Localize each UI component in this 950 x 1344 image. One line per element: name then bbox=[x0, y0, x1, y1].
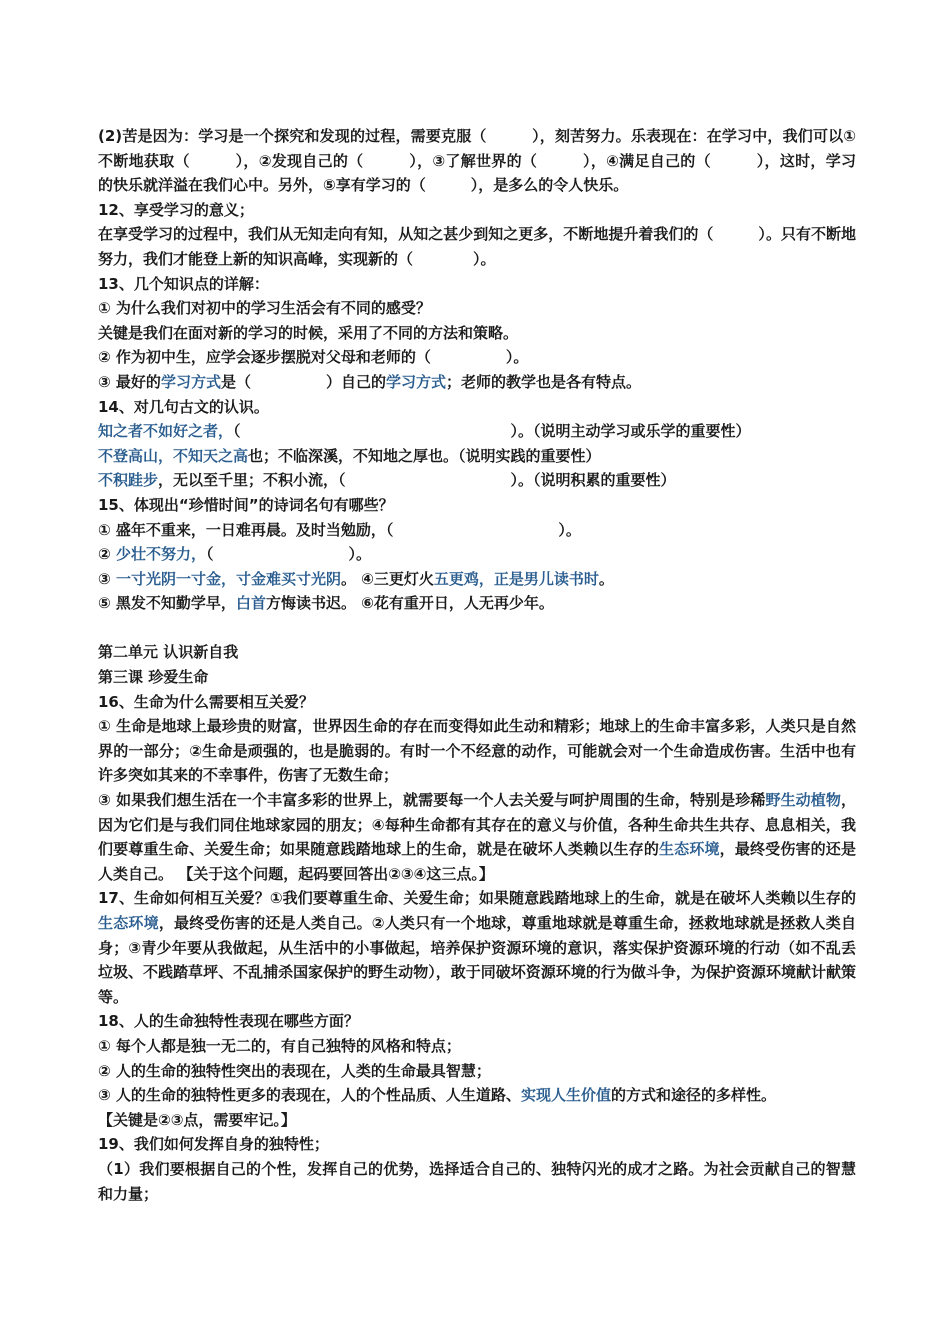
text-segment: 也；不临深溪，不知地之厚也。（说明实践的重要性） bbox=[248, 446, 601, 465]
text-segment: ② bbox=[98, 545, 116, 564]
text-segment: ③ 最好的 bbox=[98, 372, 161, 391]
highlighted-term: 知之者不如好之者， bbox=[98, 422, 234, 441]
text-segment: 。 bbox=[598, 569, 614, 588]
text-segment: 在享受学习的过程中，我们从无知走向有知，从知之甚少到知之更多，不断地提升着我们的（ ）。只有不断地努力，我们才能登上新的知识高峰，实现新的（ ）。 bbox=[98, 225, 856, 268]
text-segment: (2)苦是因为：学习是一个探究和发现的过程，需要克服（ ），刻苦努力。乐表现在：在学习中，我们可以①不断地获取（ ），②发现自己的（ ），③了解世界的（ ），④满足自己的（ ），这时，学习的快乐就洋溢在我们心中。另外，⑤享有学习的（ ），是多么的令人快乐。 bbox=[98, 127, 856, 195]
highlighted-term: 少壮不努力， bbox=[115, 545, 206, 564]
item-14-3 bbox=[98, 468, 856, 493]
text-segment: （ ）。（说明主动学习或乐学的重要性） bbox=[233, 422, 751, 441]
text-segment: ① 盛年不重来，一日难再晨。及时当勉励，（ ）。 bbox=[98, 520, 581, 539]
item-18-2 bbox=[98, 1059, 856, 1084]
highlighted-term: 生态环境 bbox=[659, 840, 720, 859]
text-segment: 12、享受学习的意义； bbox=[98, 200, 254, 219]
item-14-1 bbox=[98, 419, 856, 444]
highlighted-term: 不积跬步 bbox=[98, 471, 159, 490]
text-segment: 17、生命如何相互关爱？①我们要尊重生命、关爱生命；如果随意践踏地球上的生命，就是在破坏人类赖以生存的 bbox=[98, 889, 856, 908]
para-12 bbox=[98, 222, 856, 271]
heading-14 bbox=[98, 395, 856, 420]
text-segment: ② 人的生命的独特性突出的表现在，人类的生命最具智慧； bbox=[98, 1061, 491, 1080]
heading-12 bbox=[98, 198, 856, 223]
item-18-1 bbox=[98, 1034, 856, 1059]
text-segment: 19、我们如何发挥自身的独特性； bbox=[98, 1135, 329, 1154]
text-segment: 第三课 珍爱生命 bbox=[98, 668, 209, 687]
text-segment: ，最终受伤害的还是人类自己。 【关于这个问题，起码要回答出②③④这三点。】 bbox=[98, 840, 856, 883]
para-19-1 bbox=[98, 1157, 856, 1206]
item-13-1-answer bbox=[98, 321, 856, 346]
item-13-2 bbox=[98, 345, 856, 370]
item-14-2 bbox=[98, 444, 856, 469]
highlighted-term: 学习方式 bbox=[385, 372, 446, 391]
text-segment: 的方式和途径的多样性。 bbox=[610, 1086, 776, 1105]
unit-title bbox=[98, 640, 856, 665]
para-16-1 bbox=[98, 714, 856, 788]
document-body bbox=[98, 124, 856, 1206]
item-15-3 bbox=[98, 567, 856, 592]
text-segment: 。 ④三更灯火 bbox=[340, 569, 434, 588]
highlighted-term: 生态环境 bbox=[98, 914, 159, 932]
item-15-5 bbox=[98, 591, 856, 616]
highlighted-term: 一寸光阴一寸金，寸金难买寸光阴 bbox=[115, 569, 341, 588]
spacer bbox=[98, 616, 856, 641]
text-segment: ① 每个人都是独一无二的，有自己独特的风格和特点； bbox=[98, 1036, 461, 1055]
text-segment: ⑤ 黑发不知勤学早， bbox=[98, 594, 236, 613]
item-15-1 bbox=[98, 518, 856, 543]
text-segment: 13、几个知识点的详解： bbox=[98, 274, 269, 293]
text-segment: ② 作为初中生，应学会逐步摆脱对父母和老师的（ ）。 bbox=[98, 348, 529, 367]
text-segment: （1）我们要根据自己的个性，发挥自己的优势，选择适合自己的、独特闪光的成才之路。为社会贡献自己的智慧和力量； bbox=[98, 1159, 856, 1203]
item-13-3 bbox=[98, 370, 856, 395]
heading-19 bbox=[98, 1132, 856, 1157]
text-segment: ，最终受伤害的还是人类自己。②人类只有一个地球，尊重地球就是尊重生命，拯救地球就是拯救人类自身；③青少年要从我做起，从生活中的小事做起，培养保护资源环境的意识，落实保护资源环境的行动（如不乱丢垃圾、不践踏草坪、不乱捕杀国家保护的野生动物），敢于同破坏资源环境的行为做斗争，为保护资源环境献计献策等。 bbox=[98, 914, 856, 1006]
text-segment: ① 生命是地球上最珍贵的财富，世界因生命的存在而变得如此生动和精彩；地球上的生命丰富多彩，人类只是自然界的一部分；②生命是顽强的，也是脆弱的。有时一个不经意的动作，可能就会对一个生命造成伤害。生活中也有许多突如其来的不幸事件，伤害了无数生命； bbox=[98, 717, 856, 785]
para-17 bbox=[98, 886, 856, 1009]
heading-18 bbox=[98, 1009, 856, 1034]
note-18 bbox=[98, 1108, 856, 1133]
text-segment: ① 为什么我们对初中的学习生活会有不同的感受？ bbox=[98, 299, 431, 318]
text-segment: 方悔读书迟。 ⑥花有重开日，人无再少年。 bbox=[265, 594, 554, 613]
item-15-2 bbox=[98, 542, 856, 567]
text-segment: 14、对几句古文的认识。 bbox=[98, 397, 269, 416]
highlighted-term: 白首 bbox=[235, 594, 266, 613]
highlighted-term: 五更鸡，正是男儿读书时 bbox=[433, 569, 599, 588]
text-segment: ③ 人的生命的独特性更多的表现在，人的个性品质、人生道路、 bbox=[98, 1086, 521, 1105]
highlighted-term: 野生动植物 bbox=[765, 791, 841, 810]
text-segment: 关键是我们在面对新的学习的时候，采用了不同的方法和策略。 bbox=[98, 323, 519, 342]
text-segment: ③ bbox=[98, 569, 116, 588]
text-segment: 16、生命为什么需要相互关爱？ bbox=[98, 692, 314, 711]
para-11-2 bbox=[98, 124, 856, 198]
text-segment: 第二单元 认识新自我 bbox=[98, 643, 239, 662]
highlighted-term: 不登高山，不知天之高 bbox=[98, 446, 249, 465]
text-segment: 是（ ）自己的 bbox=[220, 372, 386, 391]
text-segment: 18、人的生命独特性表现在哪些方面？ bbox=[98, 1012, 359, 1031]
lesson-title bbox=[98, 665, 856, 690]
heading-16 bbox=[98, 690, 856, 715]
heading-15 bbox=[98, 493, 856, 518]
item-13-1 bbox=[98, 296, 856, 321]
item-18-3 bbox=[98, 1083, 856, 1108]
para-16-3 bbox=[98, 788, 856, 886]
text-segment: 15、体现出“珍惜时间”的诗词名句有哪些？ bbox=[98, 495, 394, 514]
text-segment: （ ）。 bbox=[205, 545, 371, 564]
text-segment: ，无以至千里；不积小流，（ ）。（说明积累的重要性） bbox=[158, 471, 676, 490]
heading-13 bbox=[98, 272, 856, 297]
highlighted-term: 实现人生价值 bbox=[520, 1086, 611, 1105]
text-segment: 【关键是②③点，需要牢记。】 bbox=[98, 1110, 296, 1129]
text-segment: ③ 如果我们想生活在一个丰富多彩的世界上，就需要每一个人去关爱与呵护周围的生命，特别是珍稀 bbox=[98, 791, 766, 810]
highlighted-term: 学习方式 bbox=[160, 372, 221, 391]
text-segment: ；老师的教学也是各有特点。 bbox=[445, 372, 641, 391]
text-segment: ，因为它们是与我们同住地球家园的朋友；④每种生命都有其存在的意义与价值，各种生命共生共存、息息相关，我们要尊重生命、关爱生命；如果随意践踏地球上的生命，就是在破坏人类赖以生存的 bbox=[98, 791, 856, 859]
